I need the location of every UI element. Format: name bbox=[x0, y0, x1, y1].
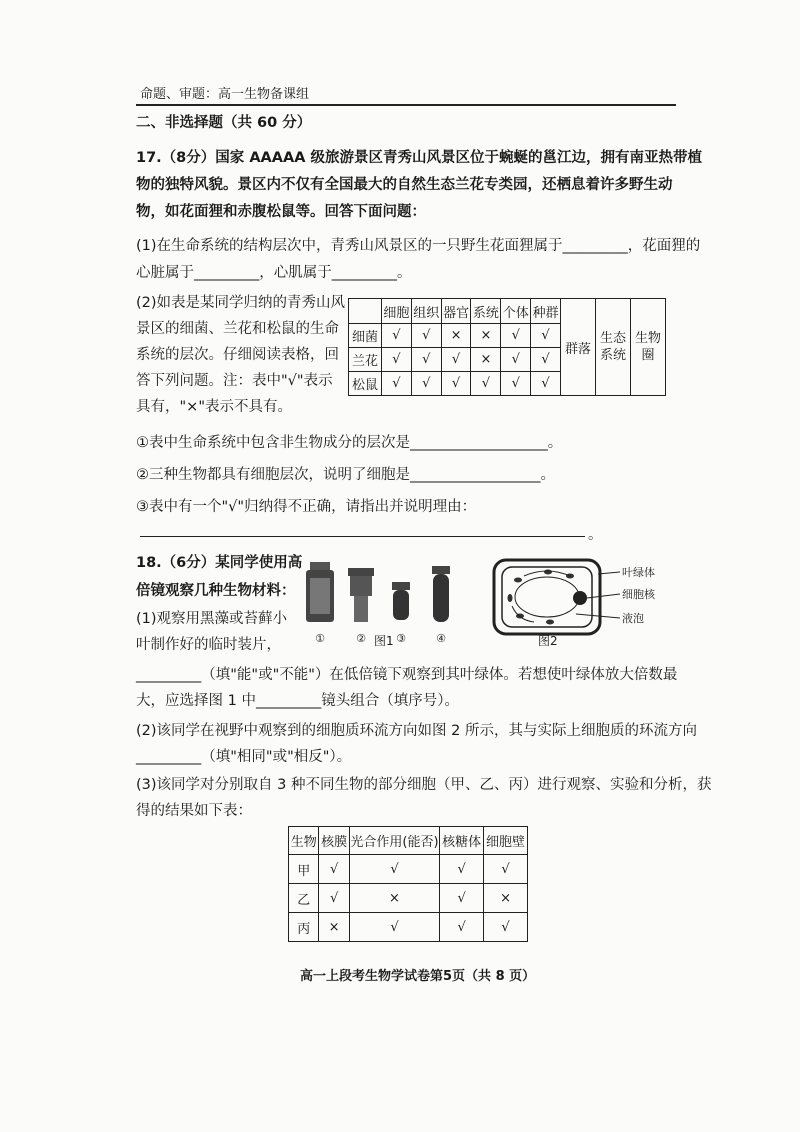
q17-number: 17.（8分） bbox=[136, 150, 216, 166]
merged-cell-community: 群落 bbox=[561, 299, 596, 396]
q17-p2-line-1: (2)如表是某同学归纳的青秀山风 bbox=[136, 295, 346, 311]
table-row: 丙 × √ √ √ bbox=[289, 913, 528, 942]
lens-label-1: ① bbox=[315, 632, 325, 645]
table-row: 甲 √ √ √ √ bbox=[289, 855, 528, 884]
q18-p2-line-1: (2)该同学在视野中观察到的细胞质环流方向如图 2 所示，其与实际上细胞质的环流方向 bbox=[136, 723, 697, 739]
table-header-cell: 细胞壁 bbox=[484, 827, 528, 855]
vacuole-shape bbox=[515, 577, 579, 617]
label-vacuole: 液泡 bbox=[622, 612, 644, 625]
table-header-cell: 核膜 bbox=[319, 827, 349, 855]
q17-sub2: ②三种生物都具有细胞层次，说明了细胞是__________________。 bbox=[136, 467, 555, 483]
q18-line-4: 叶制作好的临时装片， bbox=[136, 637, 281, 653]
q18-line-1: 18.（6分）某同学使用高 bbox=[136, 555, 303, 571]
q17-answer-line bbox=[140, 536, 585, 537]
q17-intro-line-3: 物，如花面狸和赤腹松鼠等。回答下面问题： bbox=[136, 204, 426, 220]
table-header-cell: 组织 bbox=[411, 299, 441, 324]
table-row: 乙 √ × √ × bbox=[289, 884, 528, 913]
q18-p3-line-2: 得的结果如下表： bbox=[136, 803, 252, 819]
q17-p2-line-4: 答下列问题。注：表中"√"表示 bbox=[136, 373, 333, 389]
q17-answer-line-end: 。 bbox=[588, 527, 603, 543]
header-text: 命题、审题：高一生物备课组 bbox=[140, 87, 310, 102]
nucleus-shape bbox=[573, 591, 587, 605]
lens-label-3: ③ bbox=[396, 632, 406, 645]
label-nucleus: 细胞核 bbox=[622, 588, 655, 601]
table-header-cell bbox=[349, 299, 382, 324]
table-header-cell: 系统 bbox=[471, 299, 501, 324]
q18-p1-line-2: 大，应选择图 1 中_________镜头组合（填序号）。 bbox=[136, 693, 459, 709]
q17-levels-table bbox=[348, 298, 666, 396]
figure-2-cell bbox=[490, 556, 680, 646]
q17-intro-line-1: 17.（8分）国家 AAAAA 级旅游景区青秀山风景区位于蜿蜒的邕江边，拥有南亚热带植 bbox=[136, 150, 702, 166]
lens-label-2: ② bbox=[356, 632, 366, 645]
merged-cell-ecosystem: 生态系统 bbox=[596, 299, 631, 396]
q18-number: 18.（6分） bbox=[136, 555, 216, 571]
lens-4-icon bbox=[432, 566, 450, 622]
q18-p3-line-1: (3)该同学对分别取自 3 种不同生物的部分细胞（甲、乙、丙）进行观察、实验和分析，获 bbox=[136, 777, 712, 793]
table-header-cell: 个体 bbox=[501, 299, 531, 324]
q18-p2-line-2: _________（填"相同"或"相反"）。 bbox=[136, 749, 352, 765]
lens-2-icon bbox=[348, 568, 374, 622]
table-header-cell: 种群 bbox=[531, 299, 561, 324]
label-chloroplast: 叶绿体 bbox=[622, 566, 655, 579]
table-header-cell: 细胞 bbox=[382, 299, 412, 324]
lens-1-icon bbox=[306, 562, 334, 622]
lens-label-4: ④ bbox=[436, 632, 446, 645]
table-row: 细菌 √ √ × × √ √ bbox=[349, 324, 666, 348]
q17-p1-line-2: 心脏属于_________，心肌属于_________。 bbox=[136, 265, 412, 281]
q17-p1-line-1: (1)在生命系统的结构层次中，青秀山风景区的一只野生花面狸属于_________，花面狸的 bbox=[136, 238, 701, 254]
table-row: 松鼠 √ √ √ √ √ √ bbox=[349, 372, 666, 396]
q17-sub3: ③表中有一个"√"归纳得不正确，请指出并说明理由： bbox=[136, 499, 477, 515]
q17-p2-line-2: 景区的细菌、兰花和松鼠的生命 bbox=[136, 321, 339, 337]
section-title: 二、非选择题（共 60 分） bbox=[136, 115, 312, 131]
page-footer: 高一上段考生物学试卷第5页（共 8 页） bbox=[300, 969, 536, 984]
merged-cell-biosphere: 生物圈 bbox=[631, 299, 666, 396]
table-row: 兰花 √ √ √ × √ √ bbox=[349, 348, 666, 372]
table-header-cell: 生物 bbox=[289, 827, 319, 855]
q18-line-3: (1)观察用黑藻或苔藓小 bbox=[136, 611, 288, 627]
figure-1-caption: 图1 bbox=[374, 634, 394, 648]
q17-sub1: ①表中生命系统中包含非生物成分的层次是___________________。 bbox=[136, 435, 563, 451]
leader-vacuole bbox=[576, 614, 620, 618]
q17-p2-line-5: 具有，"×"表示不具有。 bbox=[136, 399, 292, 415]
table-header-cell: 核糖体 bbox=[440, 827, 484, 855]
q17-p2-line-3: 系统的层次。仔细阅读表格，回 bbox=[136, 347, 339, 363]
q18-cells-table bbox=[288, 826, 528, 942]
header-rule bbox=[136, 104, 676, 106]
q18-line-2: 倍镜观察几种生物材料： bbox=[136, 583, 296, 599]
figure-2-caption: 图2 bbox=[538, 634, 558, 648]
q18-p1-line-1: _________（填"能"或"不能"）在低倍镜下观察到其叶绿体。若想使叶绿体放大倍数最 bbox=[136, 667, 678, 683]
table-header-cell: 器官 bbox=[441, 299, 471, 324]
q17-intro-line-2: 物的独特风貌。景区内不仅有全国最大的自然生态兰花专类园，还栖息着许多野生动 bbox=[136, 177, 673, 193]
table-header-cell: 光合作用(能否) bbox=[349, 827, 439, 855]
lens-3-icon bbox=[392, 582, 410, 620]
